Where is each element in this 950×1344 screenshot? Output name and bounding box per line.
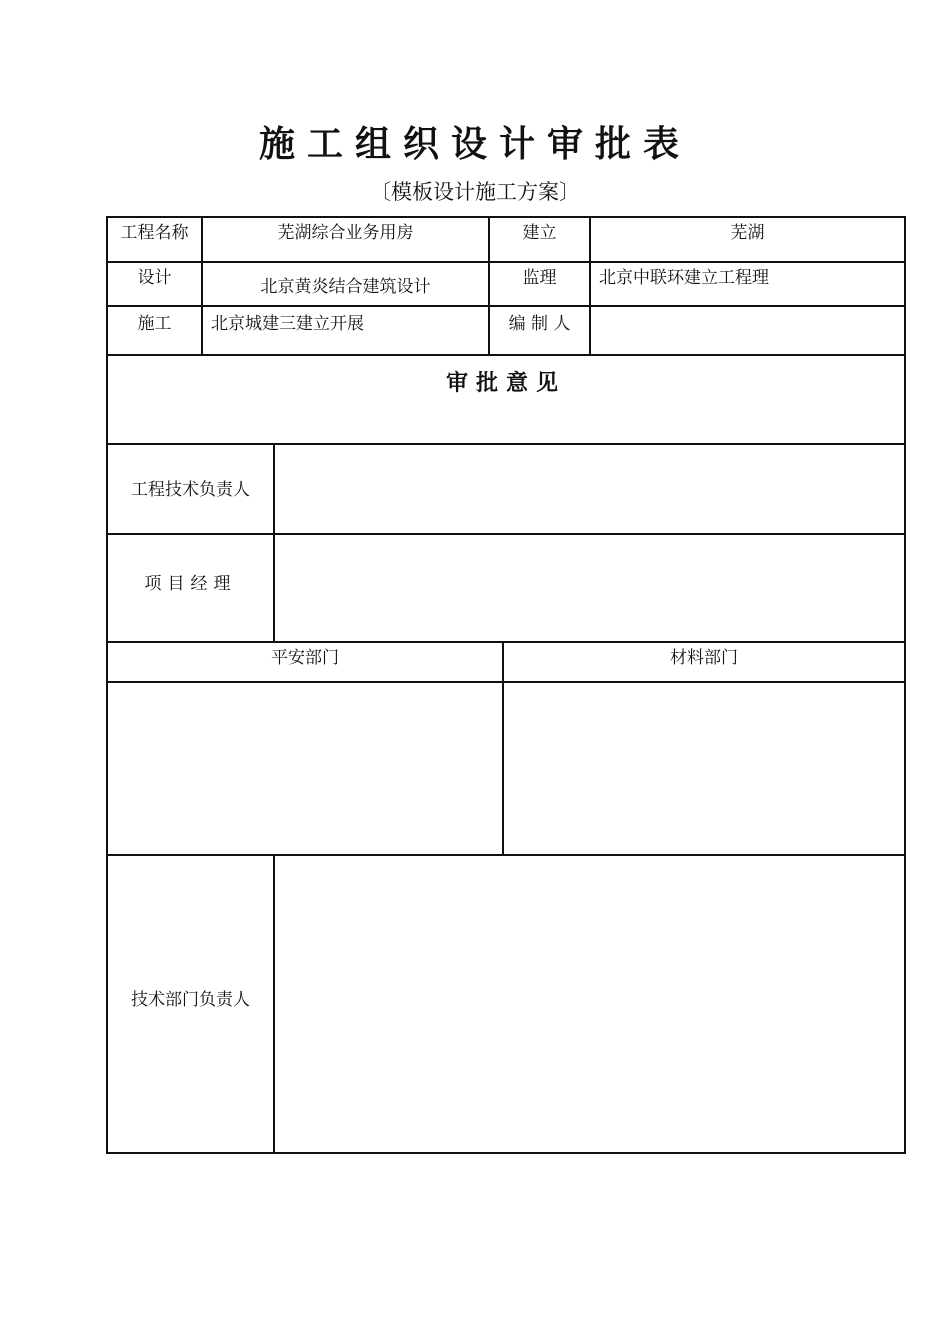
approval-form [106,216,906,1154]
label-supervision: 监理 [522,268,557,288]
value-design: 北京黄炎结合建筑设计 [260,277,431,297]
page-title: 施工组织设计审批表 [258,123,691,165]
row-divider [108,354,904,356]
row-divider [108,305,904,307]
value-supervision: 北京中联环建立工程理 [599,268,769,288]
opinion-tech-dept-lead [275,856,904,1152]
label-project-manager: 项目经理 [144,574,237,594]
value-contractor: 北京城建三建立开展 [211,314,364,334]
opinion-project-manager [275,535,904,641]
value-construction: 芜湖 [730,223,765,243]
label-contractor: 施工 [137,314,172,334]
row-divider [108,641,904,643]
label-tech-dept-lead: 技术部门负责人 [131,990,250,1010]
row-divider [108,261,904,263]
label-safety-dept: 平安部门 [271,648,339,668]
label-design: 设计 [137,268,172,288]
page-subtitle: 〔模板设计施工方案〕 [370,180,580,204]
label-author: 编 制 人 [508,314,571,334]
opinion-project-tech-lead [275,445,904,533]
label-project-name: 工程名称 [120,223,189,243]
approval-heading: 审批意见 [445,370,566,396]
value-project-name: 芜湖综合业务用房 [277,223,414,243]
opinion-materials-dept [504,683,904,854]
opinion-safety-dept [108,683,502,854]
label-project-tech-lead: 工程技术负责人 [131,480,250,500]
label-materials-dept: 材料部门 [670,648,738,668]
label-construction: 建立 [522,223,557,243]
